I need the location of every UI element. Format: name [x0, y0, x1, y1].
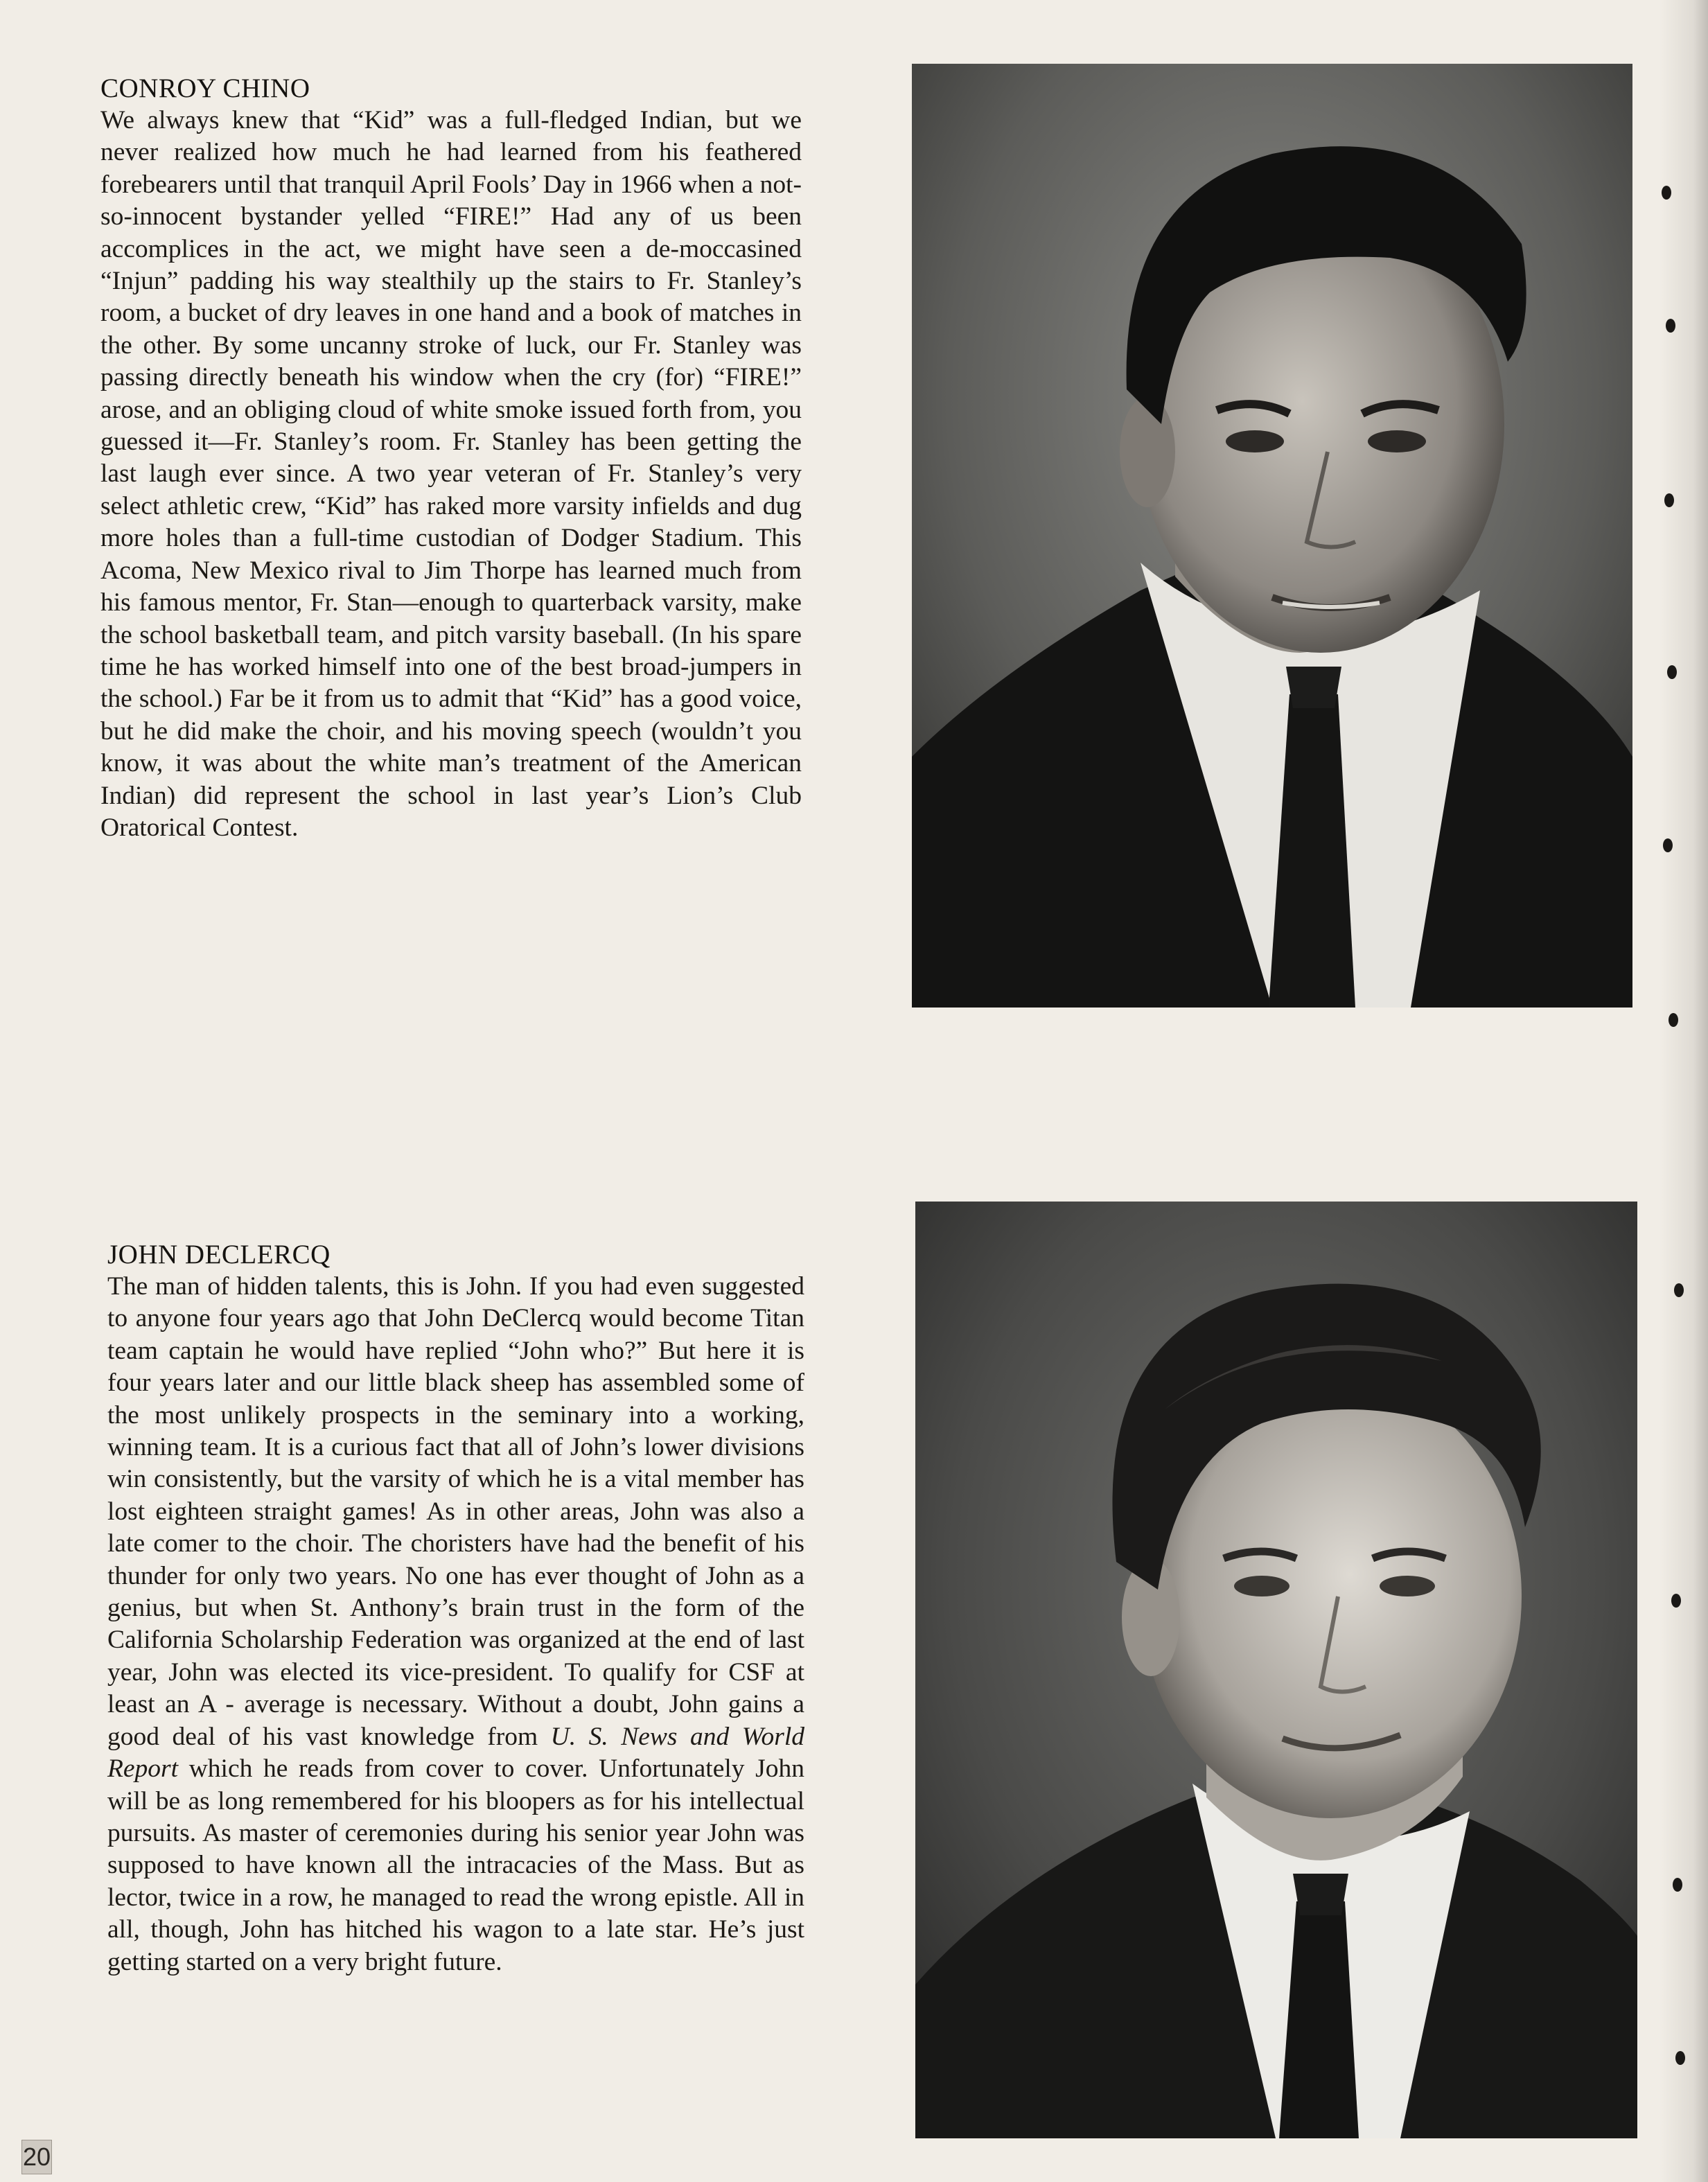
binder-hole: [1675, 2051, 1685, 2065]
bio-text: The man of hidden talents, this is John. If you had even suggested to anyone four years ago that John DeClercq would become Titan team captain he would have replied “John who?” But here it is four years later and our little black sheep has assembled some of the most unlikely prospects in the seminary into a working, winning team. It is a curious fact that all of John’s lower divisions win consistently, but the varsity of which he is a vital member has lost eighteen straight games! As in other areas, John was also a late comer to the choir. The choristers have had the benefit of his thunder for only two years. No one has ever thought of John as a genius, but when St. Anthony’s brain trust in the form of the California Scholarship Federation was organized at the end of last year, John was elected its vice-president. To qualify for CSF at least an A - average is necessary. Without a doubt, John gains a good deal of his vast knowledge from: [107, 1272, 804, 1751]
page-number: 20: [21, 2140, 52, 2174]
student-name: JOHN DECLERCQ: [107, 1240, 331, 1269]
binder-hole: [1669, 1013, 1678, 1027]
binder-hole: [1673, 1878, 1682, 1892]
student-entry-declercq: [107, 1238, 804, 1978]
binder-hole: [1671, 1594, 1681, 1608]
portrait-photo-declercq: [915, 1202, 1637, 2138]
student-name: CONROY CHINO: [100, 73, 310, 103]
binder-hole: [1663, 838, 1673, 852]
binder-hole: [1667, 665, 1677, 679]
binder-hole: [1666, 319, 1675, 333]
student-entry-chino: [100, 72, 802, 844]
bio-text: which he reads from cover to cover. Unfortunately John will be as long remembered for his bloopers as for his intellectual pursuits. As master of ceremonies during his senior year John was supposed to have known all the intracacies of the Mass. But as lector, twice in a row, he managed to read the wrong epistle. All in all, though, John has hitched his wagon to a late star. He’s just getting started on a very bright future.: [107, 1754, 804, 1976]
publication-title: U. S. News and World Report: [107, 1722, 804, 1784]
student-bio: [107, 1271, 804, 1978]
student-bio: We always knew that “Kid” was a full-fledged Indian, but we never realized how much he had learned from his feathered forebearers until that tranquil April Fools’ Day in 1966 when a not-so-innocent bystander yelled “FIRE!” Had any of us been accomplices in the act, we might have seen a de-moccasined “Injun” padding his way stealthily up the stairs to Fr. Stanley’s room, a bucket of dry leaves in one hand and a book of matches in the other. By some uncanny stroke of luck, our Fr. Stanley was passing directly beneath his window when the cry (for) “FIRE!” arose, and an obliging cloud of white smoke issued forth from, you guessed it—Fr. Stanley’s room. Fr. Stanley has been getting the last laugh ever since. A two year veteran of Fr. Stanley’s very select athletic crew, “Kid” has raked more varsity infields and dug more holes than a full-time custodian of Dodger Stadium. This Acoma, New Mexico rival to Jim Thorpe has learned much from his famous mentor, Fr. Stan—enough to quarterback varsity, make the school basketball team, and pitch varsity baseball. (In his spare time he has worked himself into one of the best broad-jumpers in the school.) Far be it from us to admit that “Kid” has a good voice, but he did make the choir, and his moving speech (wouldn’t you know, it was about the white man’s treatment of the American Indian) did represent the school in last year’s Lion’s Club Oratorical Contest.: [100, 106, 802, 842]
portrait-photo-chino: [912, 64, 1632, 1008]
binder-hole: [1674, 1283, 1684, 1297]
binder-hole: [1664, 493, 1674, 507]
binder-hole: [1662, 186, 1671, 200]
